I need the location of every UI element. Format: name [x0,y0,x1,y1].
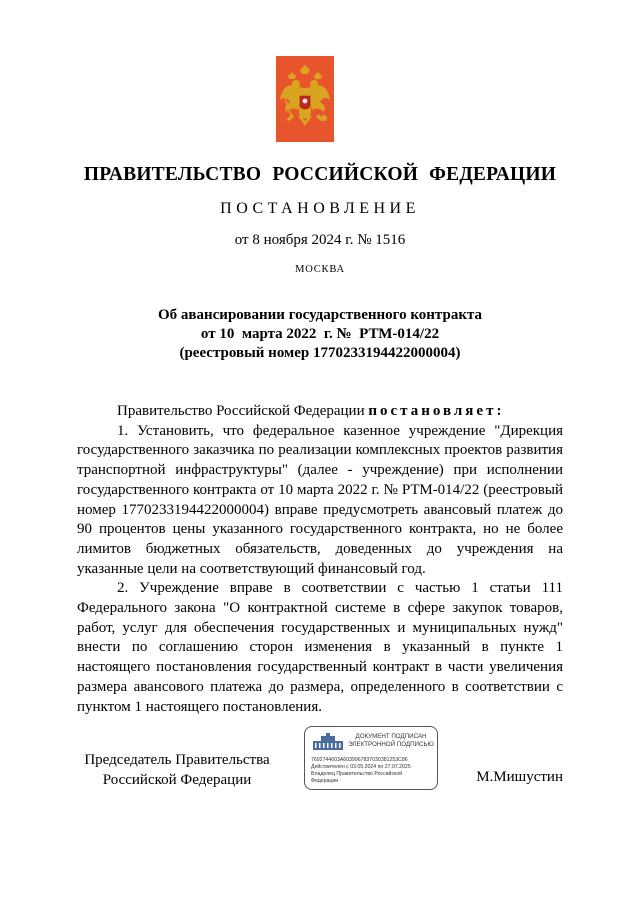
decree-body [77,402,563,717]
stamp-heading-line-2: ЭЛЕКТРОННОЙ ПОДПИСЬЮ [348,740,434,748]
signer-position-line-2: Российской Федерации [102,772,252,788]
decree-subject [0,306,640,363]
city: МОСКВА [295,264,345,275]
stamp-heading-line-1: ДОКУМЕНТ ПОДПИСАН [355,733,427,740]
decree-type: ПОСТАНОВЛЕНИЕ [220,200,420,217]
stamp-heading [347,733,435,748]
signer-position-line-1: Председатель Правительства [84,752,270,768]
stamp-owner-line-1: Владелец Правительство Российской [311,771,403,777]
paragraph-2: 2. Учреждение вправе в соответствии с частью 1 статьи 111 Федерального закона "О контрактной системе в сфере закупок товаров, работ, услуг для обеспечения государственных и муниципальных нужд" внести по соглашению сторон изменения в указанный в пункте 1 настоящего постановления государственный контракт в части увеличения размера авансового платежа до размера, определенного в соответствии с пунктом 1 настоящего постановления. [77,580,563,715]
government-building-icon [311,733,345,751]
signer-position [77,750,277,790]
intro-paragraph [77,402,563,422]
stamp-validity: Действителен с 03.05.2024 по 27.07.2025 [311,764,411,770]
subject-line-2: от 10 марта 2022 г. № РТМ-014/22 [200,326,440,342]
resolves-word: постановляет: [368,403,505,419]
intro-text: Правительство Российской Федерации [117,403,369,419]
electronic-signature-stamp [304,726,438,790]
signer-name: М.Мишустин [476,769,563,785]
stamp-certificate: 7692744603A6039967837030381253C86 [311,757,408,763]
subject-line-1: Об авансировании государственного контракта [157,307,483,323]
coat-of-arms-icon [276,56,334,142]
paragraph-1: 1. Установить, что федеральное казенное учреждение "Дирекция государственного заказчика по реализации комплексных проектов развития транспортной инфраструктуры" (далее - учреждение) при исполнении государственного контракта от 10 марта 2022 г. № РТМ-014/22 (реестровый номер 1770233194422000004) вправе предусмотреть авансовый платеж до 90 процентов цены указанного государственного контракта, но не более лимитов бюджетных обязательств, доведенных до учреждения на указанные цели на соответствующий финансовый год. [77,422,563,577]
decree-date-number: от 8 ноября 2024 г. № 1516 [234,232,406,248]
subject-line-3: (реестровый номер 1770233194422000004) [179,345,461,361]
government-title: ПРАВИТЕЛЬСТВО РОССИЙСКОЙ ФЕДЕРАЦИИ [83,164,557,185]
stamp-owner-line-2: Федерации [311,778,339,784]
